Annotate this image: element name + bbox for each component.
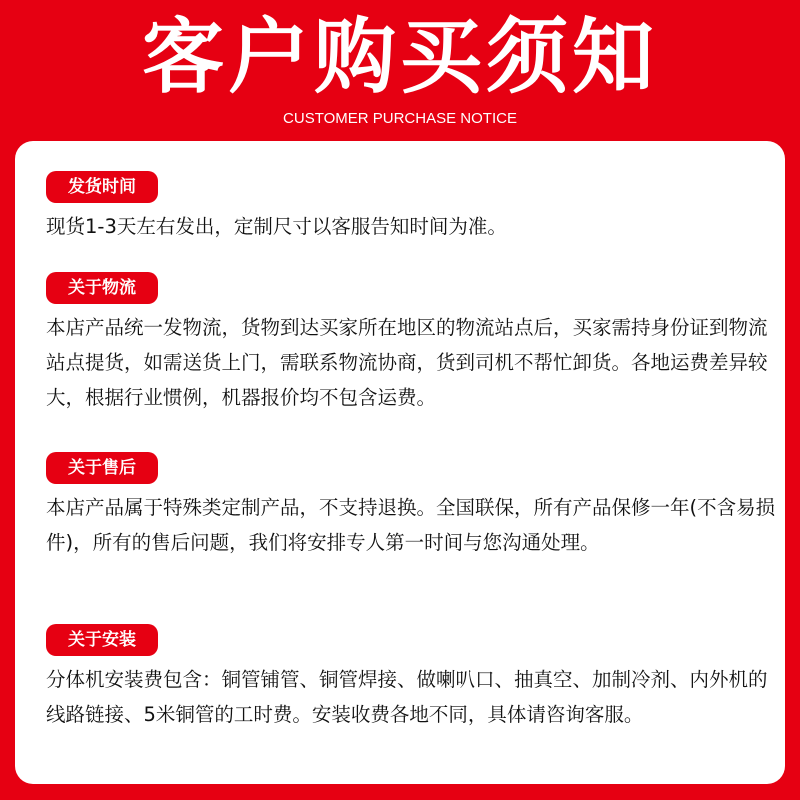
section-label-installation: 关于安装 (46, 624, 158, 656)
section-text-after-sales: 本店产品属于特殊类定制产品，不支持退换。全国联保，所有产品保修一年(不含易损件)，所有的售后问题，我们将安排专人第一时间与您沟通处理。 (46, 496, 776, 554)
section-label-after-sales: 关于售后 (46, 452, 158, 484)
section-installation (46, 624, 776, 732)
section-text-installation: 分体机安装费包含：铜管铺管、铜管焊接、做喇叭口、抽真空、加制冷剂、内外机的线路链接、5米铜管的工时费。安装收费各地不同，具体请咨询客服。 (46, 668, 768, 726)
section-label-logistics: 关于物流 (46, 272, 158, 304)
section-shipping-time (46, 171, 776, 244)
page-subtitle: CUSTOMER PURCHASE NOTICE (283, 110, 517, 127)
notice-card (15, 141, 785, 784)
section-text-shipping-time: 现货1-3天左右发出，定制尺寸以客服告知时间为准。 (46, 215, 507, 238)
section-label-shipping-time: 发货时间 (46, 171, 158, 203)
section-text-logistics: 本店产品统一发物流，货物到达买家所在地区的物流站点后，买家需持身份证到物流站点提货，如需送货上门，需联系物流协商，货到司机不帮忙卸货。各地运费差异较大，根据行业惯例，机器报价均不包含运费。 (46, 316, 768, 409)
section-after-sales (46, 452, 776, 560)
page-title: 客户购买须知 (141, 10, 658, 105)
section-logistics (46, 272, 776, 415)
